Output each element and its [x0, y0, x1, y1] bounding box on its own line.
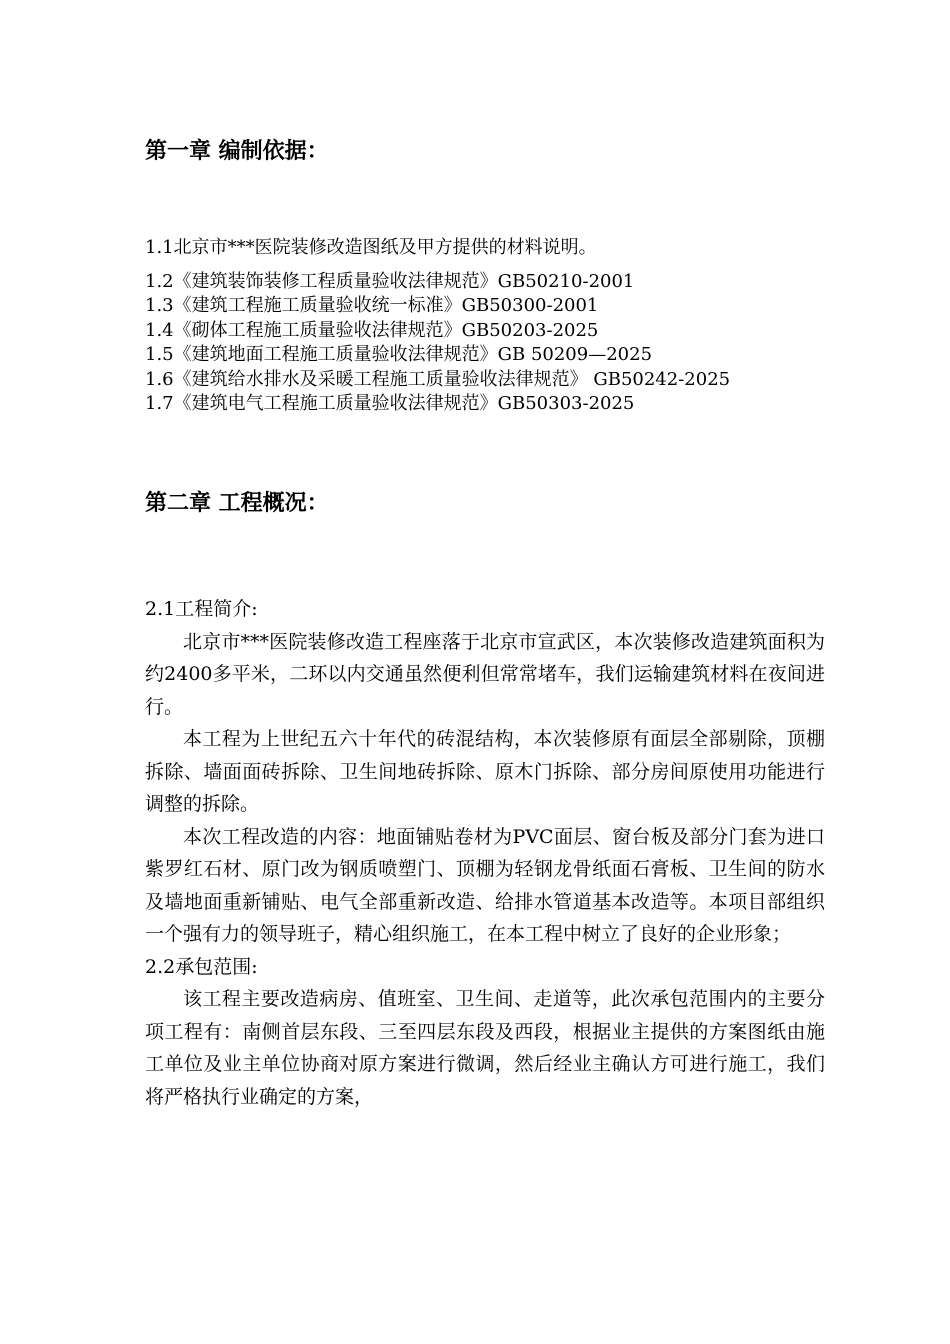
reference-item: 1.5《建筑地面工程施工质量验收法律规范》GB 50209—2025: [145, 344, 653, 365]
paragraph: 本次工程改造的内容：地面铺贴卷材为PVC面层、窗台板及部分门套为进口紫罗红石材、原门改为钢质喷塑门、顶棚为轻钢龙骨纸面石膏板、卫生间的防水及墙地面重新铺贴、电气全部重新改造、给排水管道基本改造等。本项目部组织一个强有力的领导班子，精心组织施工，在本工程中树立了良好的企业形象；: [145, 825, 825, 945]
reference-item: 1.7《建筑电气工程施工质量验收法律规范》GB50303-2025: [145, 393, 635, 414]
reference-item: 1.1北京市***医院装修改造图纸及甲方提供的材料说明。: [145, 237, 597, 258]
chapter-2-heading: 第二章 工程概况：: [145, 491, 329, 516]
reference-item: 1.2《建筑装饰装修工程质量验收法律规范》GB50210-2001: [145, 270, 635, 292]
section-2-2-title: 2.2承包范围:: [145, 955, 258, 978]
reference-item: 1.4《砌体工程施工质量验收法律规范》GB50203-2025: [145, 319, 599, 341]
paragraph: 该工程主要改造病房、值班室、卫生间、走道等，此次承包范围内的主要分项工程有：南侧首层东段、三至四层东段及西段，根据业主提供的方案图纸由施工单位及业主单位协商对原方案进行微调，然后经业主确认方可进行施工，我们将严格执行业确定的方案，: [145, 988, 825, 1108]
reference-item: 1.6《建筑给水排水及采暖工程施工质量验收法律规范》 GB50242-2025: [145, 368, 731, 390]
reference-list: [145, 236, 825, 417]
paragraph: 本工程为上世纪五六十年代的砖混结构，本次装修原有面层全部剔除，顶棚拆除、墙面面砖拆除、卫生间地砖拆除、原木门拆除、部分房间原使用功能进行调整的拆除。: [145, 728, 825, 815]
reference-item: 1.3《建筑工程施工质量验收统一标准》GB50300-2001: [145, 295, 599, 316]
paragraph: 北京市***医院装修改造工程座落于北京市宣武区，本次装修改造建筑面积为约2400多平米，二环以内交通虽然便利但常常堵车，我们运输建筑材料在夜间进行。: [145, 630, 825, 718]
chapter-2-body: [145, 593, 825, 1113]
chapter-1-heading: 第一章 编制依据：: [145, 139, 329, 164]
section-2-1-title: 2.1工程简介:: [145, 598, 258, 620]
